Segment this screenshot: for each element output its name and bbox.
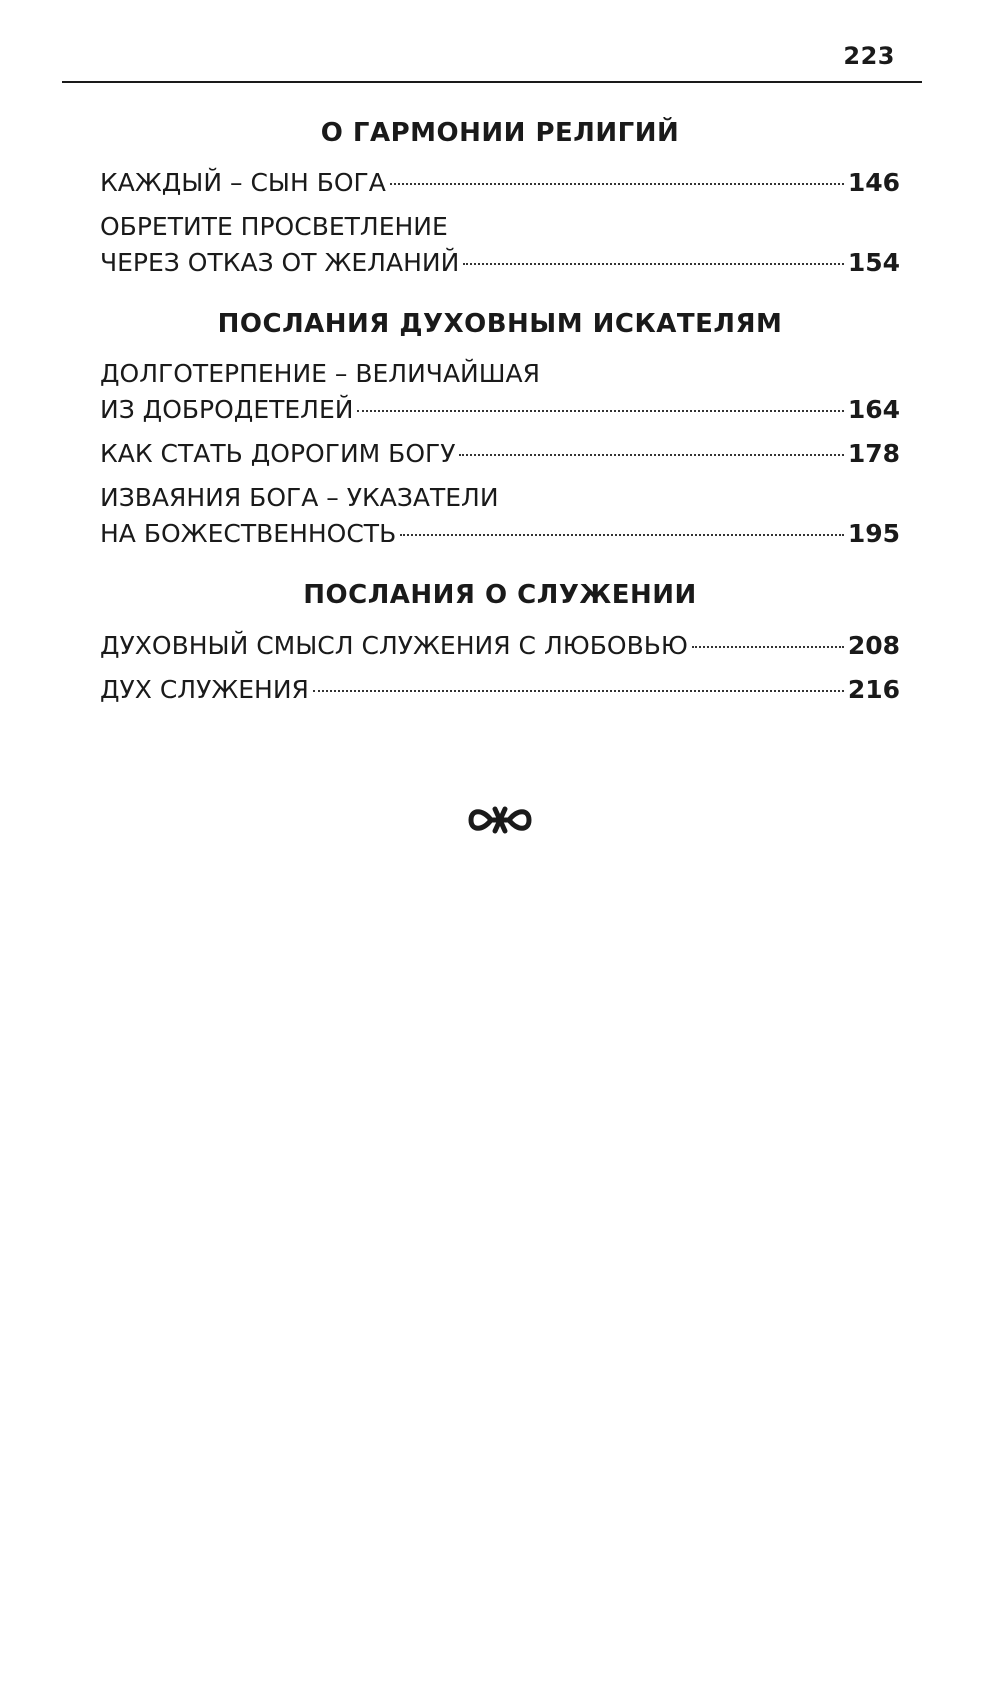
dot-leader: [463, 263, 844, 265]
section-title: ПОСЛАНИЯ ДУХОВНЫМ ИСКАТЕЛЯМ: [217, 309, 783, 340]
entry-title-line: ИЗВАЯНИЯ БОГА – УКАЗАТЕЛИ: [100, 483, 499, 513]
entry-title-line: ИЗ ДОБРОДЕТЕЛЕЙ: [100, 395, 354, 425]
entry-title-line: НА БОЖЕСТВЕННОСТЬ: [100, 519, 397, 549]
entry-title-line: ОБРЕТИТЕ ПРОСВЕТЛЕНИЕ: [100, 212, 448, 242]
dot-leader: [459, 454, 843, 456]
toc-entry: [100, 436, 900, 472]
section-title: О ГАРМОНИИ РЕЛИГИЙ: [320, 118, 680, 148]
section-title: ПОСЛАНИЯ О СЛУЖЕНИИ: [303, 580, 697, 611]
toc-entry: [100, 165, 900, 201]
entry-page-number: 195: [847, 519, 900, 549]
dot-leader: [692, 646, 844, 648]
entry-title: ДУХ СЛУЖЕНИЯ: [100, 674, 309, 704]
dot-leader: [357, 410, 843, 412]
entry-page-number: 178: [847, 439, 900, 469]
toc-section: [100, 118, 900, 281]
header-rule: [62, 81, 922, 83]
toc-entry: [100, 209, 900, 281]
entry-title-line: ДОЛГОТЕРПЕНИЕ – ВЕЛИЧАЙШАЯ: [100, 359, 540, 389]
toc-entry: [100, 672, 900, 708]
entry-page-number: 154: [847, 248, 900, 278]
toc-entry: [100, 480, 900, 552]
entry-page-number: 146: [847, 168, 900, 198]
dot-leader: [313, 690, 844, 692]
entry-title: КАЖДЫЙ – СЫН БОГА: [100, 168, 386, 198]
toc-section: [100, 580, 900, 707]
entry-page-number: 164: [847, 395, 900, 425]
toc-entry: [100, 356, 900, 428]
toc-section: [100, 309, 900, 552]
entry-page-number: 216: [847, 674, 900, 704]
entry-title-line: ЧЕРЕЗ ОТКАЗ ОТ ЖЕЛАНИЙ: [100, 248, 460, 278]
entry-page-number: 208: [847, 630, 900, 660]
decorative-knot-icon: [0, 803, 1000, 841]
entry-title: КАК СТАТЬ ДОРОГИМ БОГУ: [100, 439, 456, 469]
dot-leader: [390, 183, 844, 185]
dot-leader: [400, 534, 844, 536]
toc-entry: [100, 628, 900, 664]
entry-title: ДУХОВНЫЙ СМЫСЛ СЛУЖЕНИЯ С ЛЮБОВЬЮ: [100, 630, 688, 660]
page-number: 223: [843, 42, 895, 70]
table-of-contents: [100, 118, 900, 716]
